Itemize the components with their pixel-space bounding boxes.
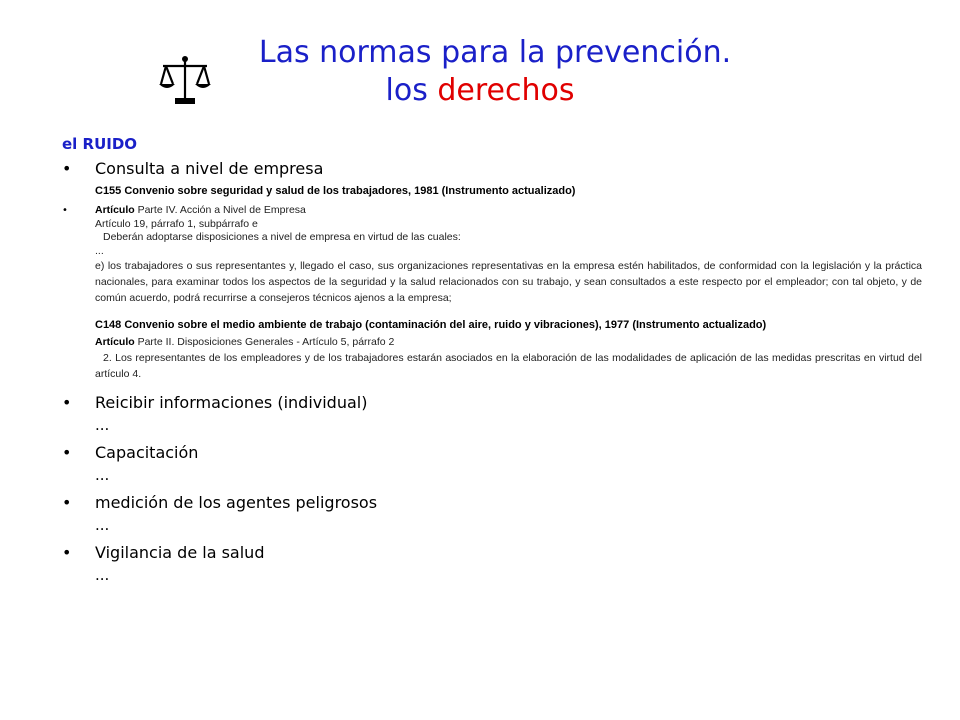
c155-article-line: ...: [95, 244, 104, 257]
list-item-label: medición de los agentes peligrosos: [95, 492, 378, 512]
c155-article-bold: Artículo: [95, 204, 135, 216]
slide-title: [0, 34, 960, 110]
c155-article-line: Deberán adoptarse disposiciones a nivel de empresa en virtud de las cuales:: [103, 231, 461, 243]
list-item-ellipsis: ...: [95, 515, 110, 534]
list-item-ellipsis: ...: [95, 565, 110, 584]
title-line-1: Las normas para la prevención.: [258, 35, 732, 70]
list-item-label: Vigilancia de la salud: [95, 542, 265, 562]
list-item: [62, 542, 922, 564]
c148-article-heading: [95, 336, 922, 350]
c148-block: [95, 318, 922, 382]
c155-article-rest: Parte IV. Acción a Nivel de Empresa: [137, 204, 306, 216]
c148-paragraph: 2. Los representantes de los empleadores y de los trabajadores estarán asociados en la elaboración de las modalidades de aplicación de las medidas prescritas en virtud del artículo 4.: [95, 351, 922, 380]
bullet-dot: •: [62, 442, 72, 462]
c155-article-item: [62, 204, 922, 306]
c155-title: C155 Convenio sobre seguridad y salud de los trabajadores, 1981 (Instrumento actualizado): [95, 185, 576, 197]
list-item-label: Consulta a nivel de empresa: [95, 159, 324, 178]
c148-title: C148 Convenio sobre el medio ambiente de trabajo (contaminación del aire, ruido y vibraciones), 1977 (Instrumento actualizado): [95, 319, 767, 331]
c155-article-line: Artículo 19, párrafo 1, subpárrafo e: [95, 217, 258, 230]
list-item-label: Capacitación: [95, 442, 199, 462]
list-item-label: Reicibir informaciones (individual): [95, 392, 368, 412]
c155-paragraph: e) los trabajadores o sus representantes y, llegado el caso, sus organizaciones representativas en la empresa estén habilitados, de conformidad con la legislación y la práctica nacionales, para examinar todos los aspectos de la seguridad y la salud relacionados con su trabajo, y sean consultados a este respecto por el empleador; con tal objeto, y de común acuerdo, podrá recurrirse a consejeros técnicos ajenos a la empresa;: [95, 260, 922, 304]
slide-content: [62, 134, 922, 592]
list-item: [62, 158, 922, 180]
title-line-2: [0, 72, 960, 110]
bullet-dot: •: [62, 542, 72, 562]
list-item: [62, 442, 922, 464]
c148-article-rest: Parte II. Disposiciones Generales - Artículo 5, párrafo 2: [137, 336, 395, 348]
list-item: [62, 492, 922, 514]
title-line-2-accent: derechos: [437, 73, 575, 108]
list-item-ellipsis: ...: [95, 465, 110, 484]
list-item-ellipsis: ...: [95, 415, 110, 434]
c155-block: [95, 184, 922, 198]
bullet-dot: •: [62, 159, 72, 178]
bullet-dot: •: [62, 392, 72, 412]
list-item: [62, 392, 922, 414]
section-label: el RUIDO: [62, 135, 138, 153]
title-line-2-prefix: los: [385, 73, 428, 108]
c155-article-heading: [95, 204, 922, 218]
c148-article-bold: Artículo: [95, 336, 135, 348]
bullet-dot: •: [62, 492, 72, 512]
bullet-dot: •: [62, 205, 68, 216]
